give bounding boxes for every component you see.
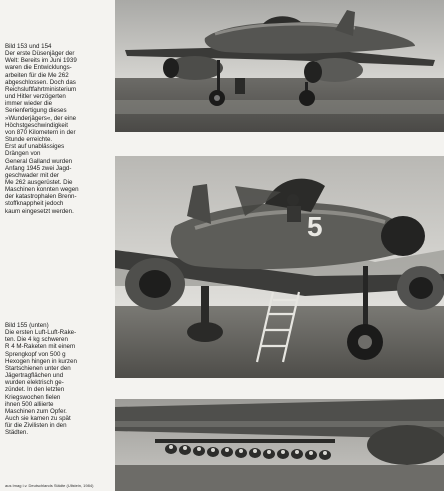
- caption-bild-155: [5, 322, 109, 437]
- aircraft-marking: 5: [307, 211, 323, 242]
- caption-line: geschwader mit der: [5, 171, 59, 179]
- caption-line: kaum eingesetzt werden.: [5, 207, 74, 215]
- photo-me262-ground-crew: [115, 156, 444, 378]
- caption-line: Anfang 1945 zwei Jagd-: [5, 164, 72, 172]
- caption-line: für die Zivilisten in den: [5, 422, 67, 430]
- caption-line: Bild 155 (unten): [5, 322, 49, 329]
- caption-line: Welt: Bereits im Juni 1939: [5, 57, 77, 65]
- caption-line: Bild 153 und 154: [5, 43, 52, 50]
- caption-line: Reichsluftfahrtministerium: [5, 85, 77, 93]
- photo-r4m-rockets: [115, 399, 444, 491]
- caption-line: ten. Die 4 kg schweren: [5, 336, 68, 344]
- caption-line: Drängen von: [5, 150, 41, 158]
- caption-line: und Hitler verzögerten: [5, 93, 66, 101]
- caption-line: R 4 M-Raketen mit einem: [5, 343, 76, 351]
- caption-line: Stunde erreichte.: [5, 136, 53, 144]
- photo-me262-airfield: [115, 0, 444, 132]
- caption-line: stoffknappheit jedoch: [5, 200, 64, 208]
- caption-line: Hexogen hingen in kurzen: [5, 357, 77, 365]
- caption-line: Maschinen zum Opfer.: [5, 407, 67, 415]
- caption-line: General Galland wurden: [5, 157, 73, 165]
- caption-line: Erst auf unablässiges: [5, 143, 65, 151]
- caption-bild-153-154: [5, 43, 109, 215]
- caption-line: Jägertragflächen und: [5, 372, 64, 380]
- caption-line: Der erste Düsenjäger der: [5, 50, 75, 58]
- caption-line: abgeschlossen. Doch das: [5, 78, 76, 86]
- caption-line: von 870 Kilometern in der: [5, 128, 76, 136]
- caption-line: Sprengkopf von 500 g: [5, 350, 66, 358]
- caption-line: Auch sie kamen zu spät: [5, 415, 71, 423]
- caption-line: immer wieder die: [5, 100, 53, 108]
- caption-line: zündet. In den letzten: [5, 386, 65, 394]
- caption-line: arbeiten für die Me 262: [5, 71, 69, 79]
- caption-line: der katastrophalen Brenn-: [5, 193, 77, 201]
- caption-line: Die ersten Luft-Luft-Rake-: [5, 329, 77, 337]
- caption-line: ihnen 500 alliierte: [5, 400, 54, 408]
- caption-line: waren die Entwicklungs-: [5, 64, 72, 72]
- photo-credit: aus Imag i.v. Deutschlands Städte (Ullstein, 1984): [5, 483, 94, 488]
- caption-line: Städten.: [5, 429, 29, 437]
- caption-line: wurden elektrisch ge-: [5, 379, 64, 387]
- caption-line: Me 262 ausgerüstet. Die: [5, 178, 73, 186]
- caption-line: Maschinen konnten wegen: [5, 186, 79, 194]
- caption-line: Startschienen unter den: [5, 364, 71, 372]
- caption-line: Serienfertigung dieses: [5, 107, 67, 115]
- caption-line: »Wunderjägers«, der eine: [5, 114, 77, 122]
- caption-line: Kriegswochen fielen: [5, 393, 61, 401]
- caption-line: Höchstgeschwindigkeit: [5, 121, 68, 129]
